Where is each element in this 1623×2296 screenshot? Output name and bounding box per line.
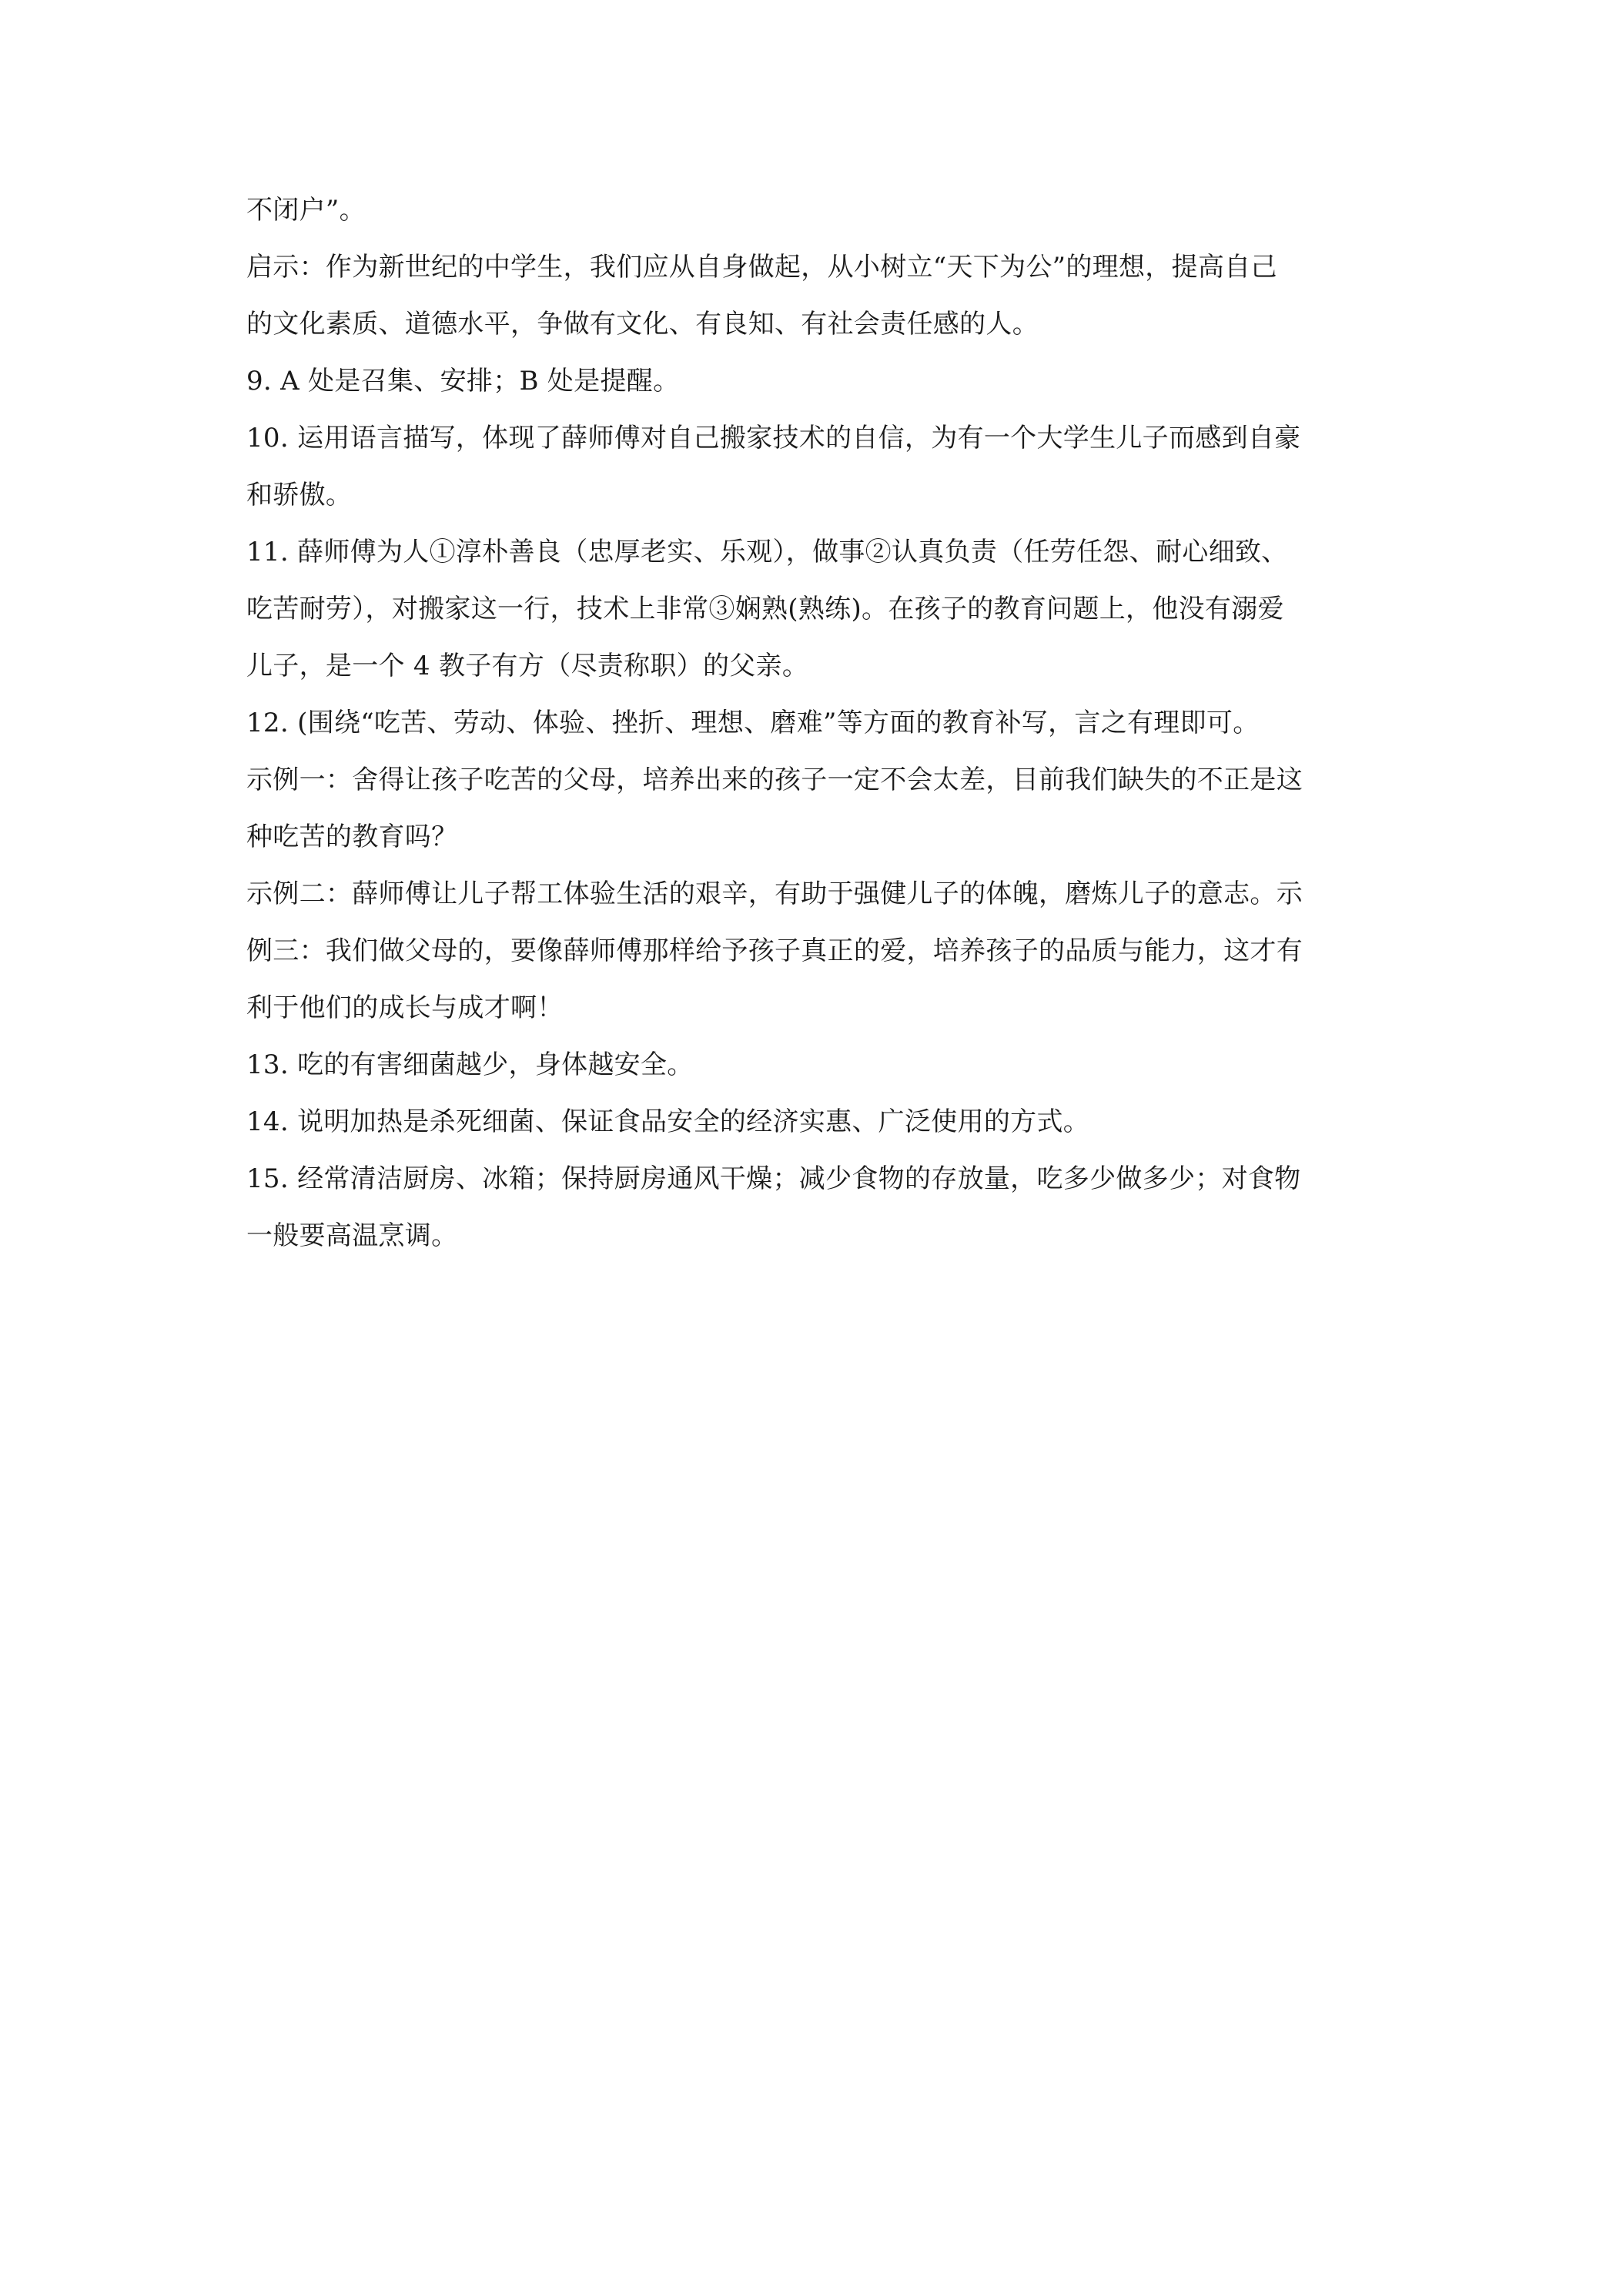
text-line: 利于他们的成长与成才啊！ <box>246 992 564 1023</box>
answer-text-block <box>246 192 1401 1275</box>
answer-9: 9. A 处是召集、安排；B 处是提醒。 <box>246 366 680 397</box>
text-line: 启示：作为新世纪的中学生，我们应从自身做起，从小树立“天下为公”的理想，提高自己 <box>246 252 1277 283</box>
text-line: 例三：我们做父母的，要像薛师傅那样给予孩子真正的爱，培养孩子的品质与能力，这才有 <box>246 935 1303 966</box>
answer-11: 11. 薛师傅为人①淳朴善良（忠厚老实、乐观），做事②认真负责（任劳任怨、耐心细致、 <box>246 537 1288 567</box>
text-line: 儿子，是一个 4 教子有方（尽责称职）的父亲。 <box>246 651 809 681</box>
text-line: 示例二：薛师傅让儿子帮工体验生活的艰辛，有助于强健儿子的体魄，磨炼儿子的意志。示 <box>246 879 1303 909</box>
text-line: 种吃苦的教育吗？ <box>246 822 458 852</box>
answer-12: 12. (围绕“吃苦、劳动、体验、挫折、理想、磨难”等方面的教育补写，言之有理即可。 <box>246 708 1260 738</box>
text-line: 一般要高温烹调。 <box>246 1220 458 1251</box>
text-line: 不闭户”。 <box>246 195 366 226</box>
answer-15: 15. 经常清洁厨房、冰箱；保持厨房通风干燥；减少食物的存放量，吃多少做多少；对食物 <box>246 1163 1301 1194</box>
answer-13: 13. 吃的有害细菌越少，身体越安全。 <box>246 1049 694 1080</box>
text-line: 的文化素质、道德水平，争做有文化、有良知、有社会责任感的人。 <box>246 309 1039 340</box>
text-line: 和骄傲。 <box>246 480 353 510</box>
answer-10: 10. 运用语言描写，体现了薛师傅对自己搬家技术的自信，为有一个大学生儿子而感到自豪 <box>246 423 1301 454</box>
text-line: 吃苦耐劳），对搬家这一行，技术上非常③娴熟(熟练)。在孩子的教育问题上，他没有溺爱 <box>246 594 1284 624</box>
answer-14: 14. 说明加热是杀死细菌、保证食品安全的经济实惠、广泛使用的方式。 <box>246 1106 1090 1137</box>
text-line: 示例一：舍得让孩子吃苦的父母，培养出来的孩子一定不会太差，目前我们缺失的不正是这 <box>246 765 1303 795</box>
